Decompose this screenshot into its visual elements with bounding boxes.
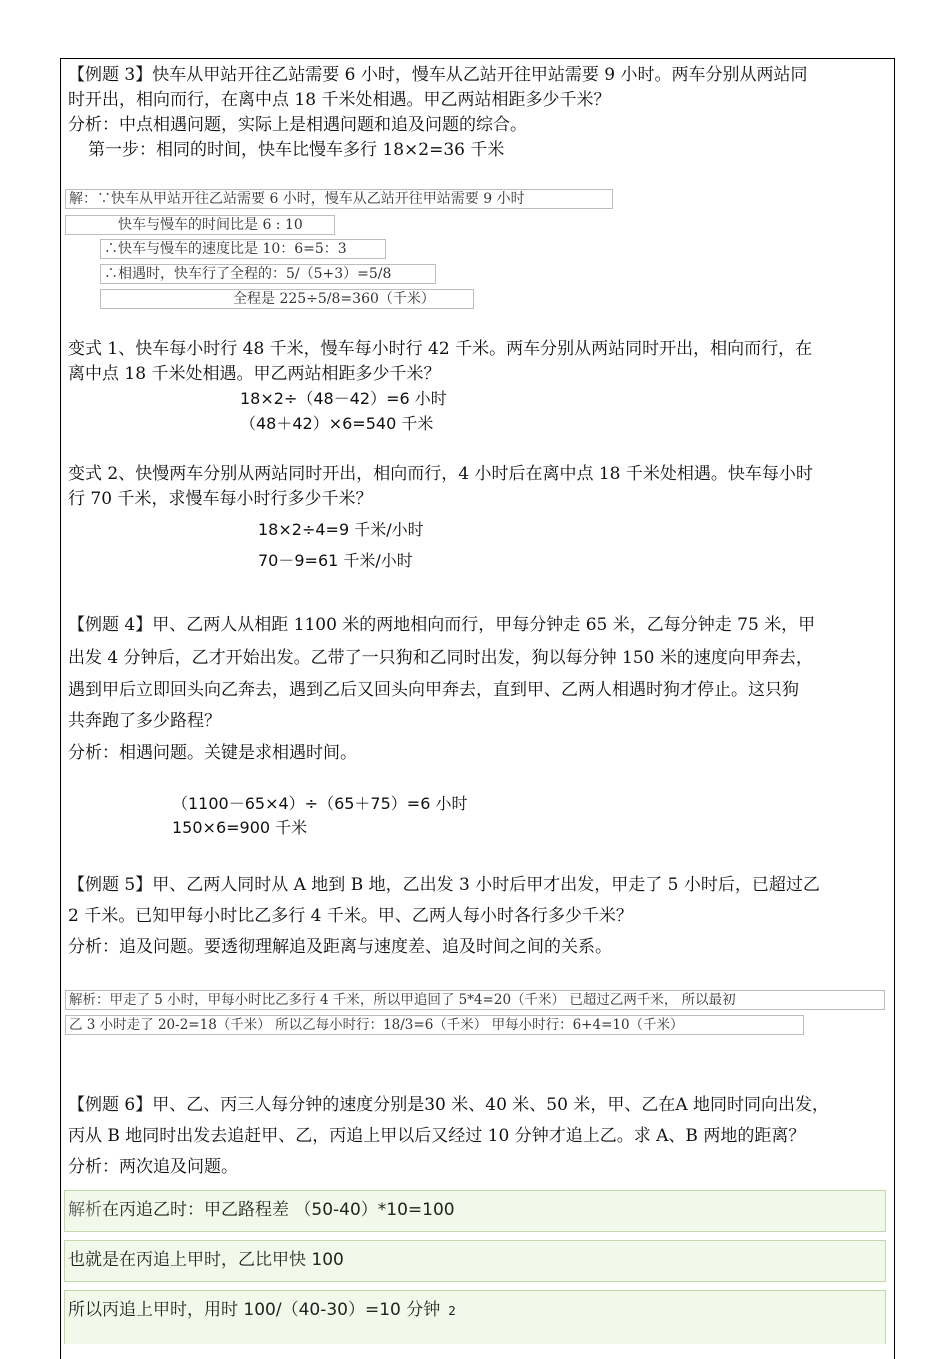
ex6-solution-box-1	[64, 1190, 886, 1232]
ex6-question-line-2: 丙从 B 地同时出发去追赶甲、乙，丙追上甲以后又经过 10 分钟才追上乙。求 A、B 两地的距离？	[68, 1126, 806, 1146]
ex6-question-line-1: 【例题 6】甲、乙、丙三人每分钟的速度分别是30 米、40 米、50 米，甲、乙在A 地同时同向出发，	[68, 1095, 830, 1115]
ex4-question-line-2: 出发 4 分钟后，乙才开始出发。乙带了一只狗和乙同时出发，狗以每分钟 150 米的速度向甲奔去，	[68, 648, 813, 668]
ex6-solution-lead: 解析	[68, 1200, 102, 1220]
ex6-analysis: 分析：两次追及问题。	[68, 1157, 238, 1177]
ex4-formula-2: 150×6=900 千米	[172, 818, 308, 837]
var2-formula-1: 18×2÷4=9 千米/小时	[258, 520, 424, 539]
ex3-solution-line-1: 解：∵快车从甲站开往乙站需要 6 小时，慢车从乙站开往甲站需要 9 小时	[65, 189, 613, 209]
ex5-question-line-1: 【例题 5】甲、乙两人同时从 A 地到 B 地，乙出发 3 小时后甲才出发，甲走了 5 小时后，已超过乙	[68, 875, 820, 895]
ex3-analysis: 分析：中点相遇问题，实际上是相遇问题和追及问题的综合。	[68, 115, 527, 135]
ex6-solution-line-2: 也就是在丙追上甲时，乙比甲快 100	[68, 1250, 344, 1270]
var2-question-line-2: 行 70 千米，求慢车每小时行多少千米？	[68, 489, 373, 509]
ex3-solution-line-3: ∴快车与慢车的速度比是 10：6=5：3	[100, 239, 386, 259]
ex3-solution-line-4: ∴相遇时，快车行了全程的：5/（5+3）=5/8	[100, 264, 436, 284]
ex6-solution-line-1: 在丙追乙时：甲乙路程差 （50-40）*10=100	[102, 1200, 455, 1220]
ex4-question-line-3: 遇到甲后立即回头向乙奔去，遇到乙后又回头向甲奔去，直到甲、乙两人相遇时狗才停止。这只狗	[68, 680, 799, 700]
ex3-step-one: 第一步：相同的时间，快车比慢车多行 18×2=36 千米	[88, 140, 505, 160]
ex5-analysis: 分析：追及问题。要透彻理解追及距离与速度差、追及时间之间的关系。	[68, 937, 612, 957]
ex5-question-line-2: 2 千米。已知甲每小时比乙多行 4 千米。甲、乙两人每小时各行多少千米？	[68, 906, 633, 926]
ex6-solution-line-3: 所以丙追上甲时，用时 100/（40-30）=10 分钟	[68, 1300, 441, 1320]
ex3-solution-line-5: 全程是 225÷5/8=360（千米）	[100, 289, 474, 309]
ex4-question-line-4: 共奔跑了多少路程？	[68, 711, 221, 731]
var1-formula-1: 18×2÷（48－42）=6 小时	[240, 389, 447, 408]
var1-question-line-2: 离中点 18 千米处相遇。甲乙两站相距多少千米？	[68, 364, 441, 384]
ex4-formula-1: （1100－65×4）÷（65＋75）=6 小时	[172, 794, 468, 813]
var1-formula-2: （48＋42）×6=540 千米	[240, 414, 434, 433]
ex6-solution-box-3	[64, 1290, 886, 1344]
ex6-solution-box-2	[64, 1240, 886, 1282]
ex4-analysis: 分析：相遇问题。关键是求相遇时间。	[68, 743, 357, 763]
page-number: 2	[448, 1304, 456, 1318]
ex5-solution-line-2: 乙 3 小时走了 20-2=18（千米） 所以乙每小时行：18/3=6（千米） 甲每小时行：6+4=10（千米）	[65, 1015, 804, 1035]
ex3-solution-line-2: 快车与慢车的时间比是 6 : 10	[65, 215, 335, 235]
ex4-question-line-1: 【例题 4】甲、乙两人从相距 1100 米的两地相向而行，甲每分钟走 65 米，乙每分钟走 75 米，甲	[68, 615, 816, 635]
var1-question-line-1: 变式 1、快车每小时行 48 千米，慢车每小时行 42 千米。两车分别从两站同时开出，相向而行，在	[68, 339, 813, 359]
var2-formula-2: 70－9=61 千米/小时	[258, 551, 413, 570]
var2-question-line-1: 变式 2、快慢两车分别从两站同时开出，相向而行，4 小时后在离中点 18 千米处相遇。快车每小时	[68, 464, 813, 484]
ex3-question-line-2: 时开出，相向而行，在离中点 18 千米处相遇。甲乙两站相距多少千米？	[68, 90, 611, 110]
ex3-question-line-1: 【例题 3】快车从甲站开往乙站需要 6 小时，慢车从乙站开往甲站需要 9 小时。两车分别从两站同	[68, 65, 808, 85]
ex5-solution-line-1: 解析：甲走了 5 小时，甲每小时比乙多行 4 千米，所以甲追回了 5*4=20（千米） 已超过乙两千米， 所以最初	[65, 990, 885, 1010]
